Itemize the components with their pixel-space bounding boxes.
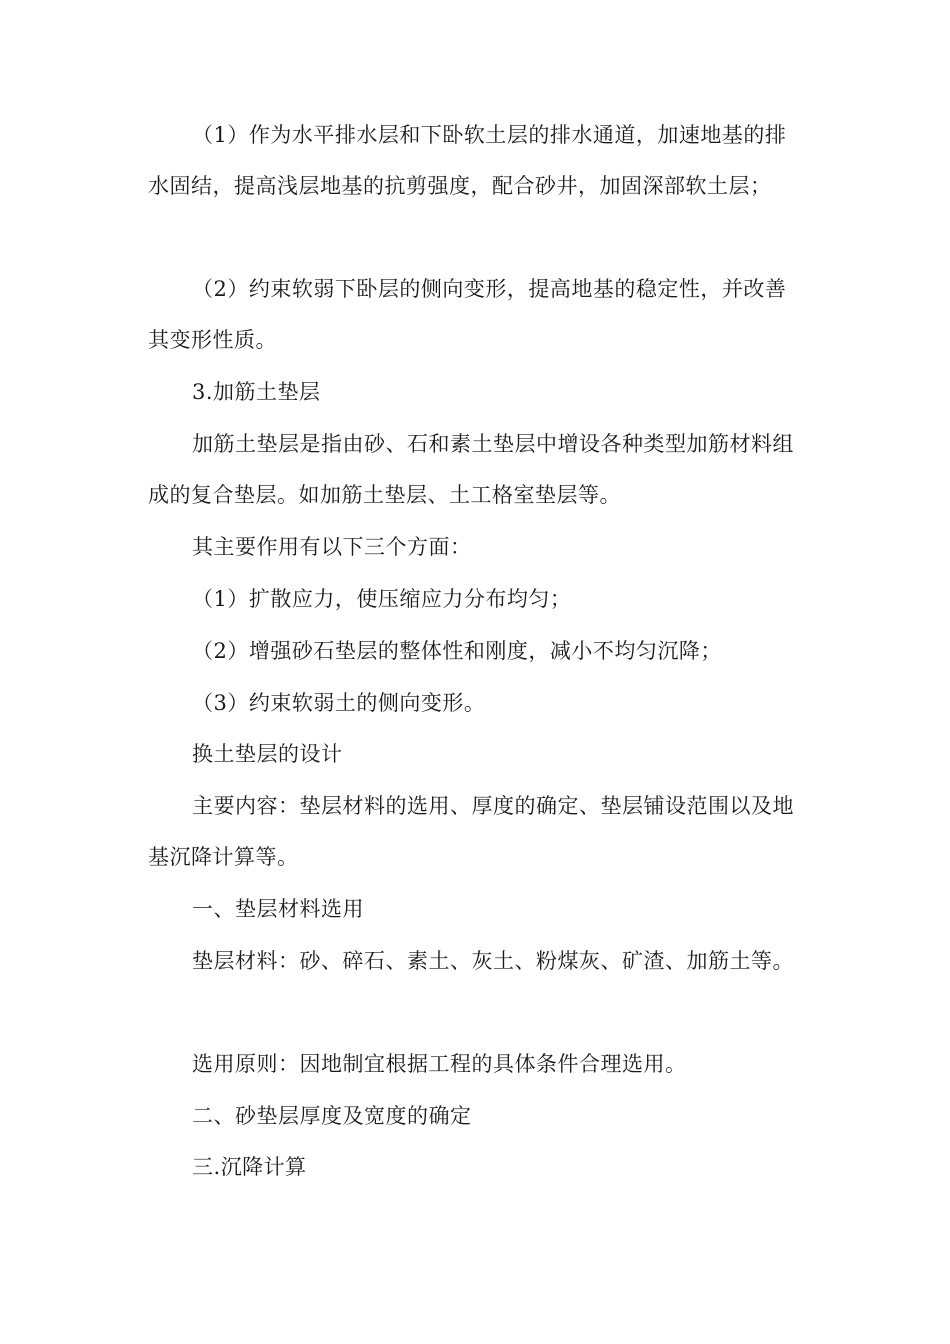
paragraph-drainage-channel: （1）作为水平排水层和下卧软土层的排水通道，加速地基的排水固结，提高浅层地基的抗剪强度，配合砂井，加固深部软土层； [148, 123, 787, 198]
paragraph-main-functions: 其主要作用有以下三个方面： [192, 535, 472, 559]
list-item-spread-stress: （1）扩散应力，使压缩应力分布均匀； [192, 587, 572, 611]
paragraph-cushion-materials: 垫层材料：砂、碎石、素土、灰土、粉煤灰、矿渣、加筋土等。 [192, 949, 794, 973]
paragraph-selection-principle: 选用原则：因地制宜根据工程的具体条件合理选用。 [192, 1052, 687, 1076]
paragraph-main-content: 主要内容：垫层材料的选用、厚度的确定、垫层铺设范围以及地基沉降计算等。 [148, 794, 794, 869]
list-item-integrity-stiffness: （2）增强砂石垫层的整体性和刚度，减小不均匀沉降； [192, 639, 722, 663]
heading-material-selection: 一、垫层材料选用 [192, 897, 364, 921]
paragraph-lateral-deformation: （2）约束软弱下卧层的侧向变形，提高地基的稳定性，并改善其变形性质。 [148, 277, 787, 352]
list-item-constrain-soft-soil: （3）约束软弱土的侧向变形。 [192, 691, 486, 715]
paragraph-reinforced-definition: 加筋土垫层是指由砂、石和素土垫层中增设各种类型加筋材料组成的复合垫层。如加筋土垫层、土工格室垫层等。 [148, 432, 794, 507]
heading-cushion-design: 换土垫层的设计 [192, 742, 343, 766]
heading-settlement-calculation: 三.沉降计算 [192, 1155, 307, 1179]
heading-thickness-width: 二、砂垫层厚度及宽度的确定 [192, 1104, 472, 1128]
heading-reinforced-soil-cushion: 3.加筋土垫层 [192, 380, 321, 404]
